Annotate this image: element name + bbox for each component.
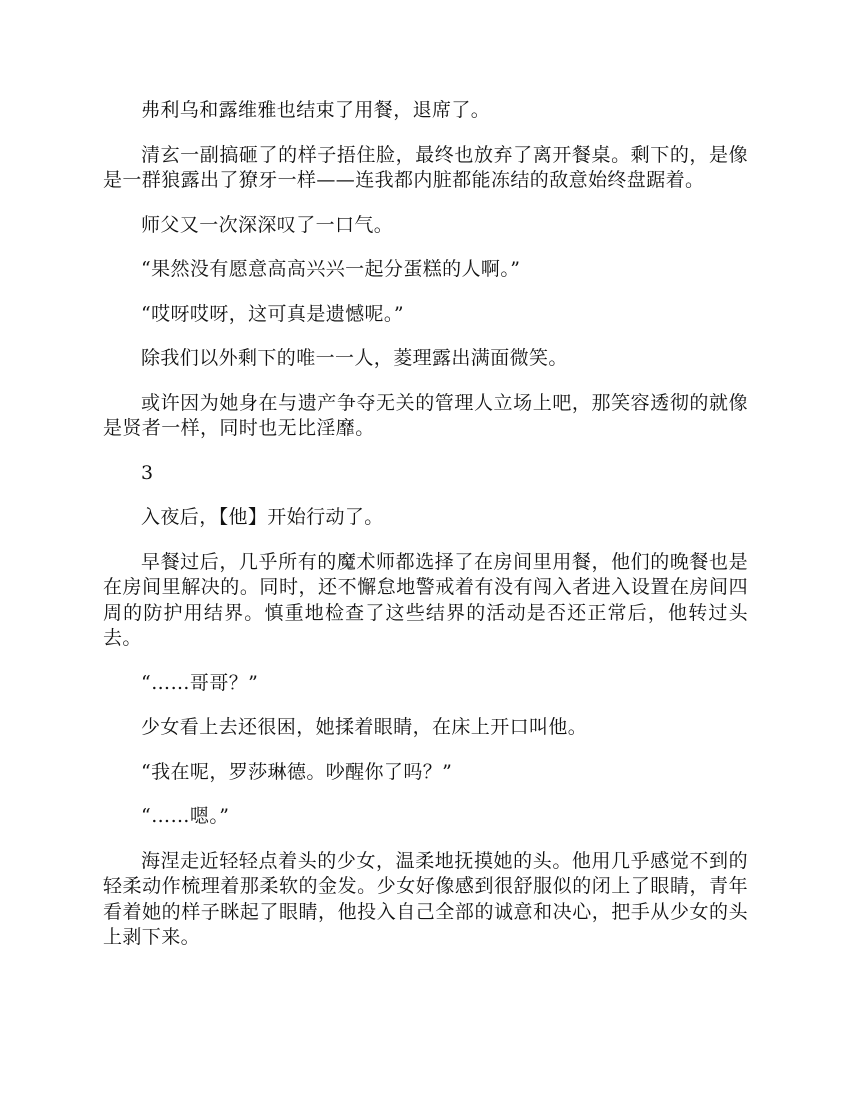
dialogue-paragraph: “果然没有愿意高高兴兴一起分蛋糕的人啊。”	[141, 258, 521, 280]
section-number: 3	[141, 461, 154, 484]
paragraph: 入夜后，【他】开始行动了。	[141, 506, 384, 528]
paragraph: 或许因为她身在与遗产争夺无关的管理人立场上吧，那笑容透彻的就像是贤者一样，同时也无比淫靡。	[103, 391, 748, 439]
dialogue-paragraph: “哎呀哎呀，这可真是遗憾呢。”	[141, 302, 404, 325]
document-page	[103, 98, 748, 951]
dialogue-paragraph: “我在呢，罗莎琳德。吵醒你了吗？”	[141, 760, 453, 783]
paragraph: 少女看上去还很困，她揉着眼睛，在床上开口叫他。	[141, 716, 588, 738]
paragraph: 除我们以外剩下的唯一一人，菱理露出满面微笑。	[141, 347, 568, 369]
paragraph: 海涅走近轻轻点着头的少女，温柔地抚摸她的头。他用几乎感觉不到的轻柔动作梳理着那柔软的金发。少女好像感到很舒服似的闭上了眼睛，青年看着她的样子眯起了眼睛，他投入自己全部的诚意和决心，把手从少女的头上剥下来。	[103, 849, 748, 948]
paragraph: 师父又一次深深叹了一口气。	[141, 213, 394, 236]
paragraph: 早餐过后，几乎所有的魔术师都选择了在房间里用餐，他们的晚餐也是在房间里解决的。同时，还不懈怠地警戒着有没有闯入者进入设置在房间四周的防护用结界。慎重地检查了这些结界的活动是否还正常后，他转过头去。	[103, 550, 748, 649]
dialogue-paragraph: “……嗯。”	[141, 805, 230, 827]
paragraph: 清玄一副搞砸了的样子捂住脸，最终也放弃了离开餐桌。剩下的，是像是一群狼露出了獠牙一样——连我都内脏都能冻结的敌意始终盘踞着。	[103, 143, 748, 191]
dialogue-paragraph: “……哥哥？”	[141, 671, 259, 694]
paragraph: 弗利乌和露维雅也结束了用餐，退席了。	[141, 99, 491, 121]
